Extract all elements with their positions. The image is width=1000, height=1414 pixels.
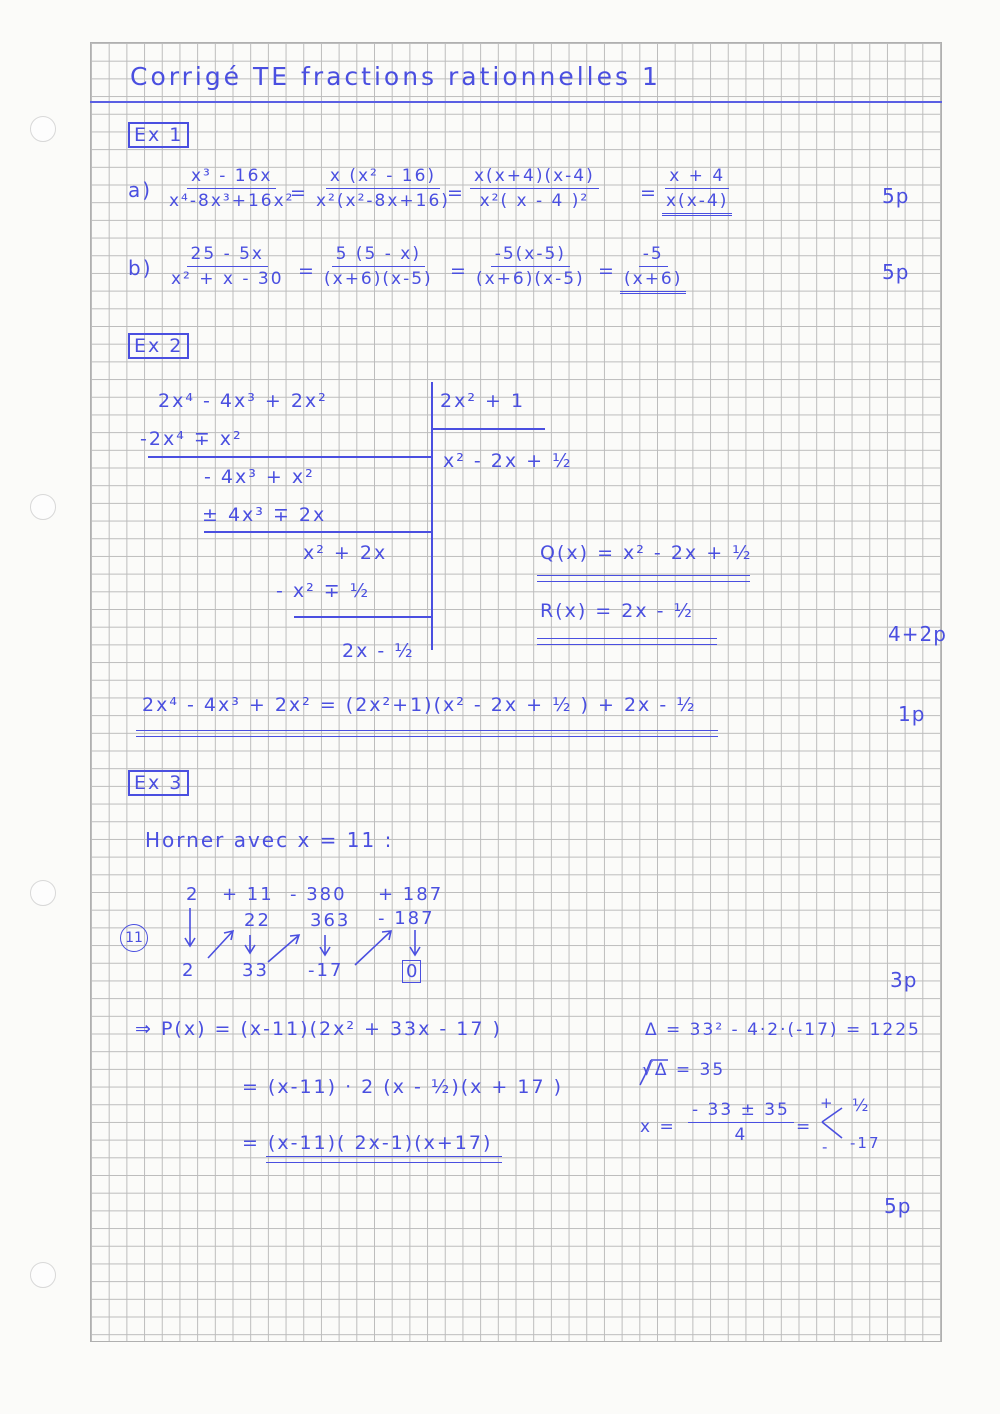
factorization-step-2: = (x-11) · 2 (x - ½)(x + 17 ) <box>242 1076 564 1098</box>
division-step-3: - x² ∓ ½ <box>276 580 371 602</box>
horner-product: 22 <box>244 910 271 931</box>
ex2-points-1: 4+2p <box>888 622 947 646</box>
denominator: x² + x - 30 <box>171 269 284 289</box>
sqrt-discriminant: √Δ = 35 <box>642 1060 726 1080</box>
ex1a-letter: a) <box>128 178 153 202</box>
numerator: -5 <box>639 244 668 267</box>
numerator: x³ - 16x <box>187 166 277 189</box>
horner-root: 11 <box>120 924 148 952</box>
denominator: x⁴-8x³+16x² <box>169 191 295 211</box>
denominator: x²( x - 4 )² <box>479 191 590 211</box>
solution-2: -17 <box>850 1134 881 1152</box>
equals-sign: = <box>298 260 316 282</box>
denominator: (x+6)(x-5) <box>476 269 585 289</box>
division-step-1: -2x⁴ ∓ x² <box>140 428 243 450</box>
numerator: - 33 ± 35 <box>688 1100 794 1123</box>
equals-sign: = <box>290 182 308 204</box>
ex1b-letter: b) <box>128 256 153 280</box>
horner-title: Horner avec x = 11 : <box>145 828 394 852</box>
page-title: Corrigé TE fractions rationnelles 1 <box>130 62 661 91</box>
x-label: x = <box>640 1117 676 1137</box>
horner-product: 363 <box>310 910 351 931</box>
horner-coef: + 187 <box>378 884 444 905</box>
equals-sign: = <box>796 1117 813 1137</box>
ex3-points-2: 5p <box>884 1194 912 1218</box>
denominator: (x+6) <box>624 269 683 289</box>
horner-product: - 187 <box>378 908 435 929</box>
ex3-points-1: 3p <box>890 968 918 992</box>
denominator: x(x-4) <box>666 191 729 211</box>
factorization-step-1: ⇒ P(x) = (x-11)(2x² + 33x - 17 ) <box>135 1018 502 1040</box>
sign-plus: + <box>820 1094 835 1112</box>
division-step-2: ± 4x³ ∓ 2x <box>202 504 327 526</box>
horner-coef: 2 <box>186 884 200 905</box>
denominator: 4 <box>734 1125 748 1145</box>
equals-sign: = <box>598 260 616 282</box>
horner-coef: + 11 <box>222 884 274 905</box>
horner-result: 2 <box>182 960 196 981</box>
factorization-step-3: = (x-11)( 2x-1)(x+17) <box>242 1132 493 1154</box>
division-remainder-1: - 4x³ + x² <box>204 466 315 488</box>
equals-sign: = <box>450 260 468 282</box>
numerator: 5 (5 - x) <box>332 244 425 267</box>
quadratic-formula <box>688 1100 794 1145</box>
ex3-label: Ex 3 <box>128 770 189 796</box>
discriminant: Δ = 33² - 4·2·(-17) = 1225 <box>645 1020 921 1040</box>
remainder-result: R(x) = 2x - ½ <box>540 600 694 622</box>
ex1a-points: 5p <box>882 184 910 208</box>
numerator: x + 4 <box>665 166 729 189</box>
ex2-identity: 2x⁴ - 4x³ + 2x² = (2x²+1)(x² - 2x + ½ ) + 2x - ½ <box>142 694 697 716</box>
division-quotient: x² - 2x + ½ <box>443 450 573 472</box>
division-dividend: 2x⁴ - 4x³ + 2x² <box>158 390 328 412</box>
quotient-result: Q(x) = x² - 2x + ½ <box>540 542 753 564</box>
division-remainder: 2x - ½ <box>342 640 415 662</box>
equals-sign: = <box>640 182 658 204</box>
double-underline <box>266 1156 502 1163</box>
numerator: x(x+4)(x-4) <box>470 166 599 189</box>
horner-result: -17 <box>308 960 344 981</box>
division-divisor: 2x² + 1 <box>440 390 526 412</box>
ex1b-points: 5p <box>882 260 910 284</box>
ex2-points-2: 1p <box>898 702 926 726</box>
solution-1: ½ <box>852 1096 871 1116</box>
denominator: x²(x²-8x+16) <box>316 191 450 211</box>
equals-sign: = <box>447 182 465 204</box>
division-remainder-2: x² + 2x <box>303 542 388 564</box>
sign-minus: - <box>822 1138 830 1156</box>
ex2-label: Ex 2 <box>128 333 189 359</box>
numerator: x (x² - 16) <box>326 166 440 189</box>
denominator: (x+6)(x-5) <box>324 269 433 289</box>
horner-coef: - 380 <box>290 884 347 905</box>
horner-remainder: 0 <box>402 960 421 983</box>
numerator: -5(x-5) <box>491 244 570 267</box>
numerator: 25 - 5x <box>187 244 268 267</box>
horner-result: 33 <box>242 960 269 981</box>
ex1-label: Ex 1 <box>128 122 189 148</box>
